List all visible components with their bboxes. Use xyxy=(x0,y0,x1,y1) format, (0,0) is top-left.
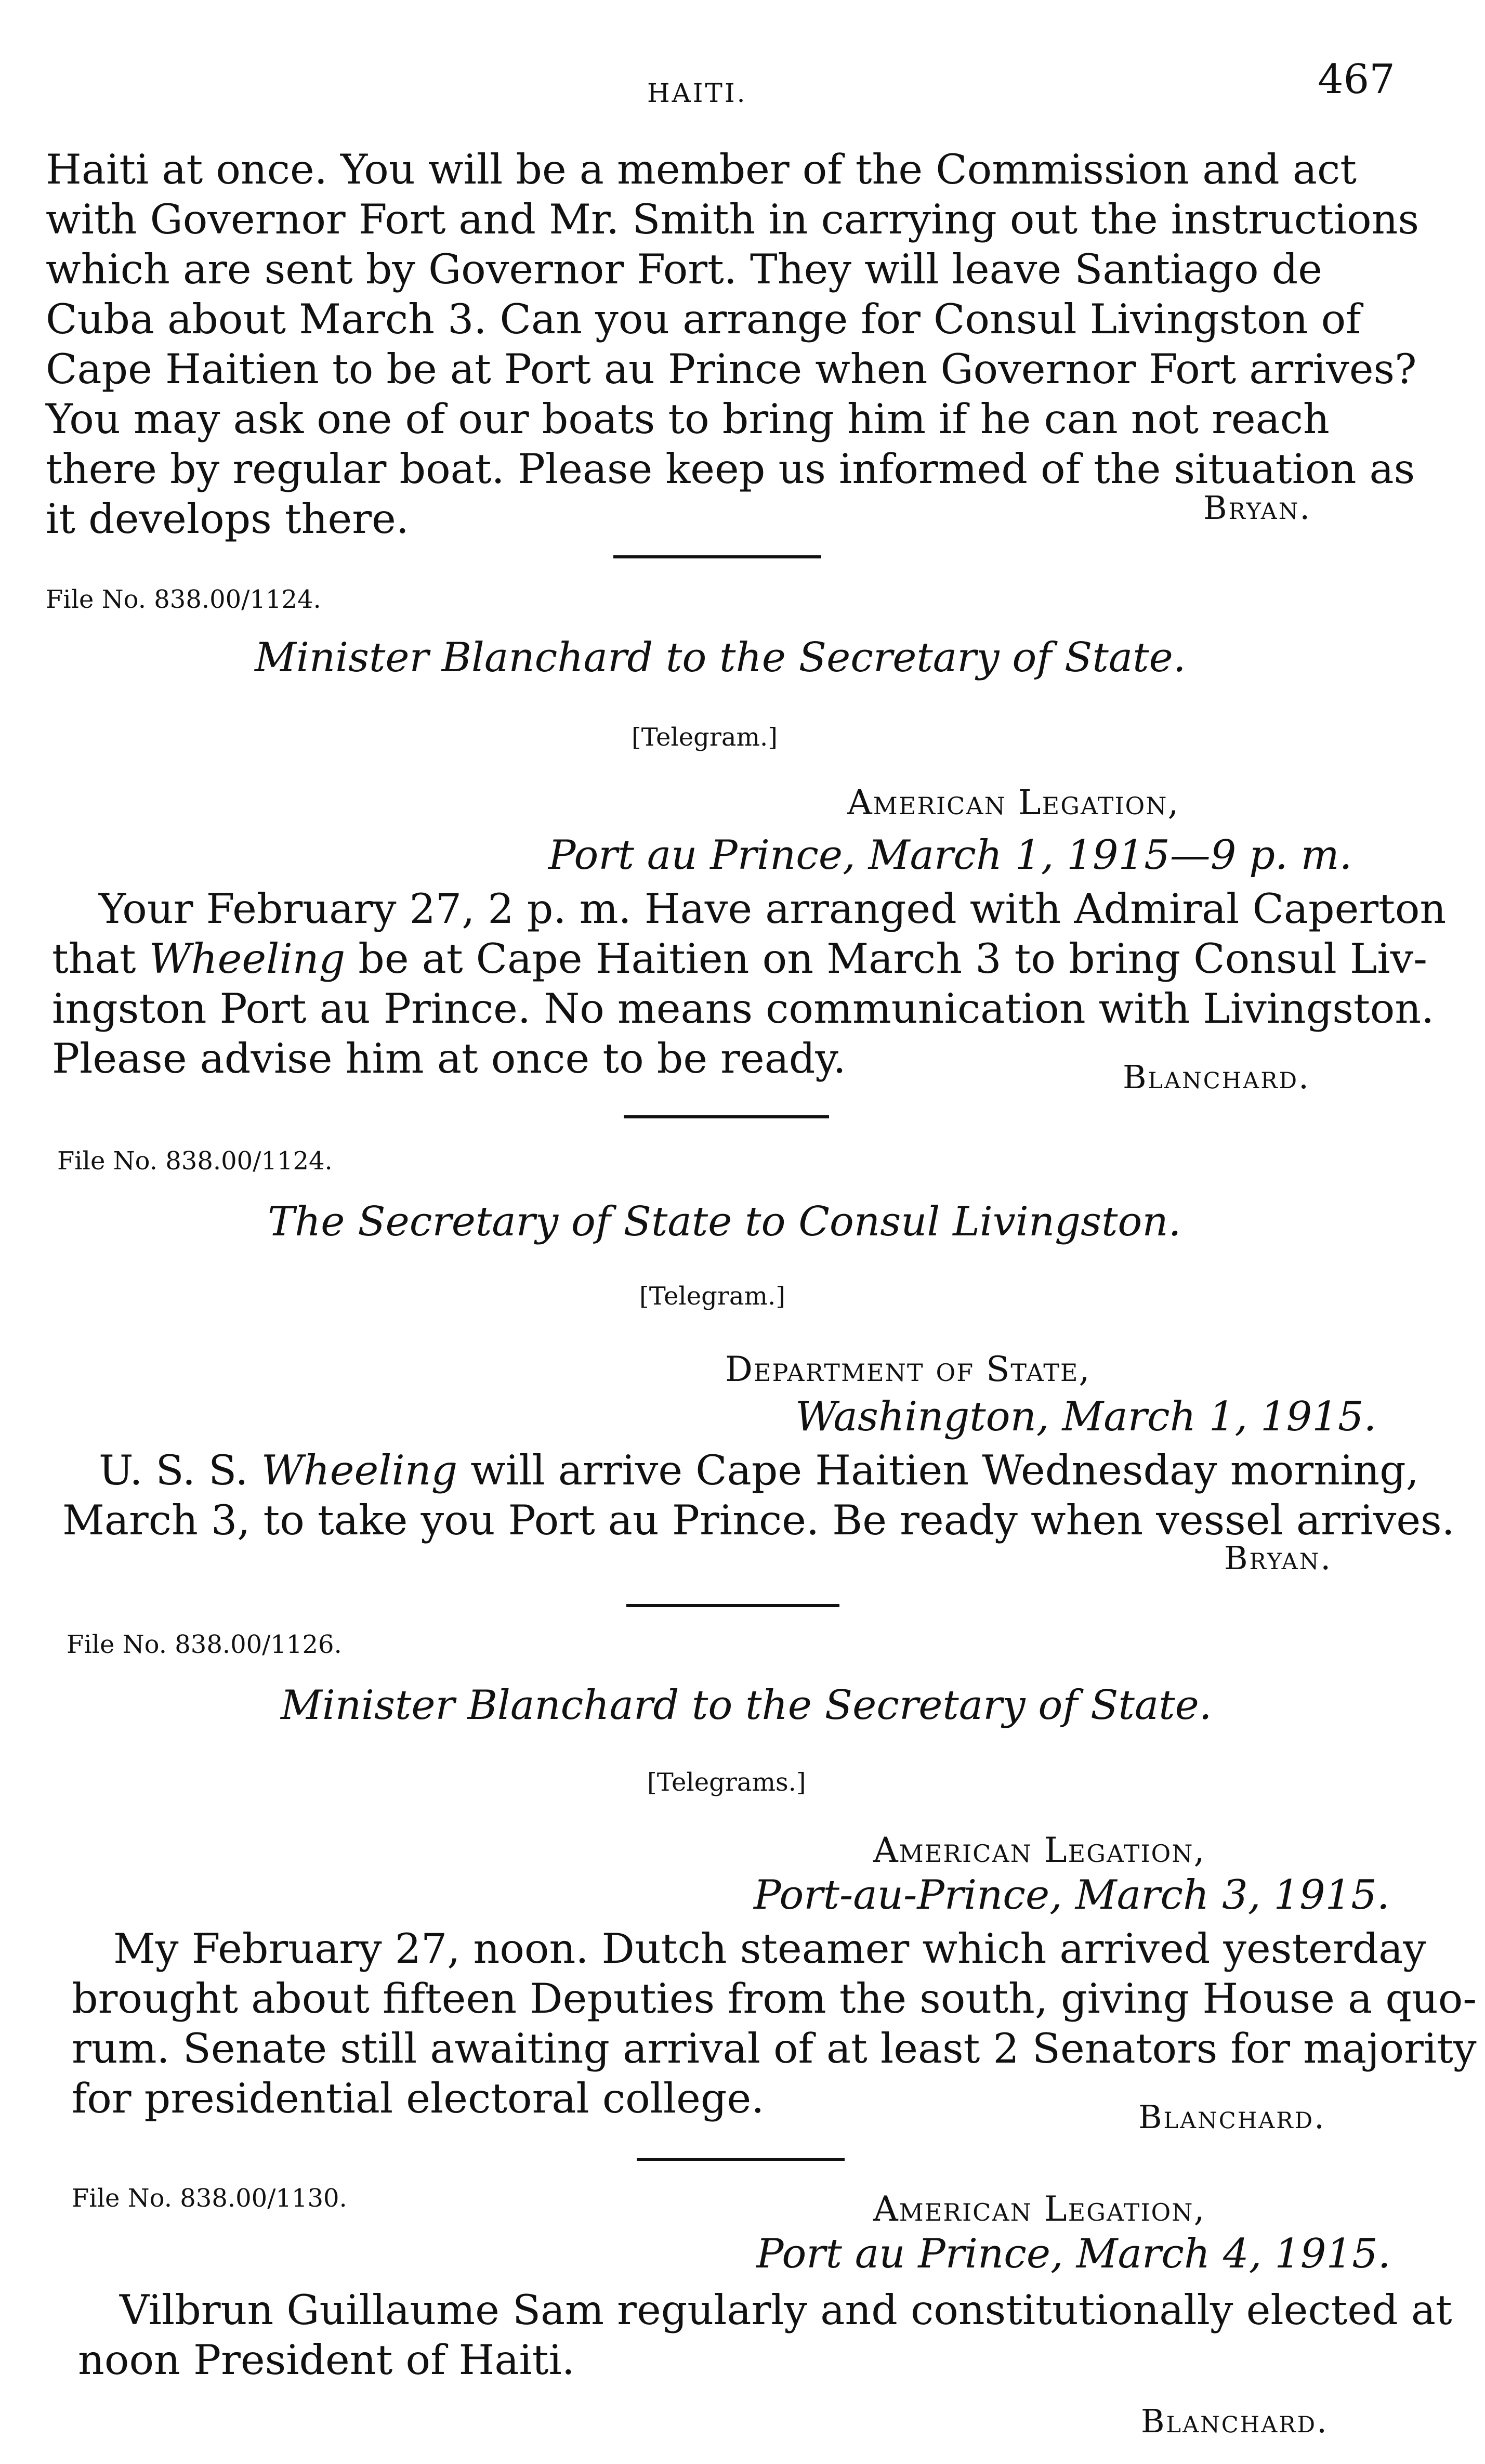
dateline: Port-au-Prince, March 3, 1915. xyxy=(754,1872,1390,1919)
dateline: Port au Prince, March 4, 1915. xyxy=(756,2231,1391,2277)
telegram-body xyxy=(72,1924,1477,2123)
telegram-label: [Telegrams.] xyxy=(647,1768,806,1797)
continuation-line: Cuba about March 3. Can you arrange for Consul Livingston of xyxy=(46,295,1361,343)
telegram-body xyxy=(78,2285,1452,2385)
signature-blanchard: Blanchard. xyxy=(1141,2402,1329,2440)
body-line: that Wheeling be at Cape Haitien on March 3 to bring Consul Liv- xyxy=(52,935,1427,983)
body-line: March 3, to take you Port au Prince. Be ready when vessel arrives. xyxy=(62,1496,1455,1544)
telegram-body xyxy=(52,884,1447,1084)
body-line: U. S. S. Wheeling will arrive Cape Haitien Wednesday morning, xyxy=(99,1446,1419,1494)
telegram-body xyxy=(62,1445,1455,1545)
running-header-title: HAITI. xyxy=(647,78,747,108)
page-number: 467 xyxy=(1318,56,1395,103)
continuation-line: Haiti at once. You will be a member of the Commission and act xyxy=(46,146,1357,193)
telegram-label: [Telegram.] xyxy=(639,1282,785,1311)
ship-name: Wheeling xyxy=(261,1446,458,1494)
section-divider xyxy=(613,555,821,558)
document-heading: Minister Blanchard to the Secretary of State. xyxy=(255,634,1186,681)
body-line: ingston Port au Prince. No means communication with Livingston. xyxy=(52,985,1435,1033)
body-line: for presidential electoral college. xyxy=(72,2075,765,2122)
continuation-paragraph xyxy=(46,145,1420,544)
file-number: File No. 838.00/1124. xyxy=(46,585,321,614)
section-divider xyxy=(626,1604,839,1607)
document-heading: The Secretary of State to Consul Livingston. xyxy=(268,1198,1181,1245)
continuation-line: Cape Haitien to be at Port au Prince when Governor Fort arrives? xyxy=(46,345,1417,393)
sender-place: American Legation, xyxy=(873,2189,1206,2229)
sender-place: American Legation, xyxy=(847,783,1180,823)
body-line: rum. Senate still awaiting arrival of at least 2 Senators for majority xyxy=(72,2025,1477,2072)
signature-blanchard: Blanchard. xyxy=(1138,2098,1326,2136)
document-heading: Minister Blanchard to the Secretary of State. xyxy=(281,1682,1212,1729)
file-number: File No. 838.00/1130. xyxy=(72,2184,347,2213)
signature-bryan: Bryan. xyxy=(1203,489,1312,527)
continuation-line: You may ask one of our boats to bring him if he can not reach xyxy=(46,395,1330,443)
sender-place: American Legation, xyxy=(873,1830,1206,1870)
file-number: File No. 838.00/1126. xyxy=(67,1630,342,1659)
signature-bryan: Bryan. xyxy=(1224,1539,1333,1577)
telegram-label: [Telegram.] xyxy=(632,723,778,752)
dateline: Washington, March 1, 1915. xyxy=(795,1393,1377,1440)
signature-blanchard: Blanchard. xyxy=(1123,1058,1310,1096)
sender-place: Department of State, xyxy=(725,1349,1091,1389)
body-line: noon President of Haiti. xyxy=(78,2336,575,2384)
section-divider xyxy=(637,2158,845,2161)
continuation-line: which are sent by Governor Fort. They will leave Santiago de xyxy=(46,245,1322,293)
continuation-line: it develops there. xyxy=(46,495,409,543)
continuation-line: with Governor Fort and Mr. Smith in carrying out the instructions xyxy=(46,195,1420,243)
continuation-line: there by regular boat. Please keep us informed of the situation as xyxy=(46,445,1415,493)
section-divider xyxy=(624,1115,829,1118)
body-line: brought about fifteen Deputies from the south, giving House a quo- xyxy=(72,1975,1477,2023)
dateline: Port au Prince, March 1, 1915—9 p. m. xyxy=(548,832,1352,879)
body-line: Vilbrun Guillaume Sam regularly and constitutionally elected at xyxy=(120,2286,1452,2334)
body-line: Your February 27, 2 p. m. Have arranged with Admiral Caperton xyxy=(99,885,1447,933)
ship-name: Wheeling xyxy=(149,935,346,983)
file-number: File No. 838.00/1124. xyxy=(57,1146,333,1176)
body-line: My February 27, noon. Dutch steamer which arrived yesterday xyxy=(113,1925,1426,1973)
body-line: Please advise him at once to be ready. xyxy=(52,1035,846,1083)
